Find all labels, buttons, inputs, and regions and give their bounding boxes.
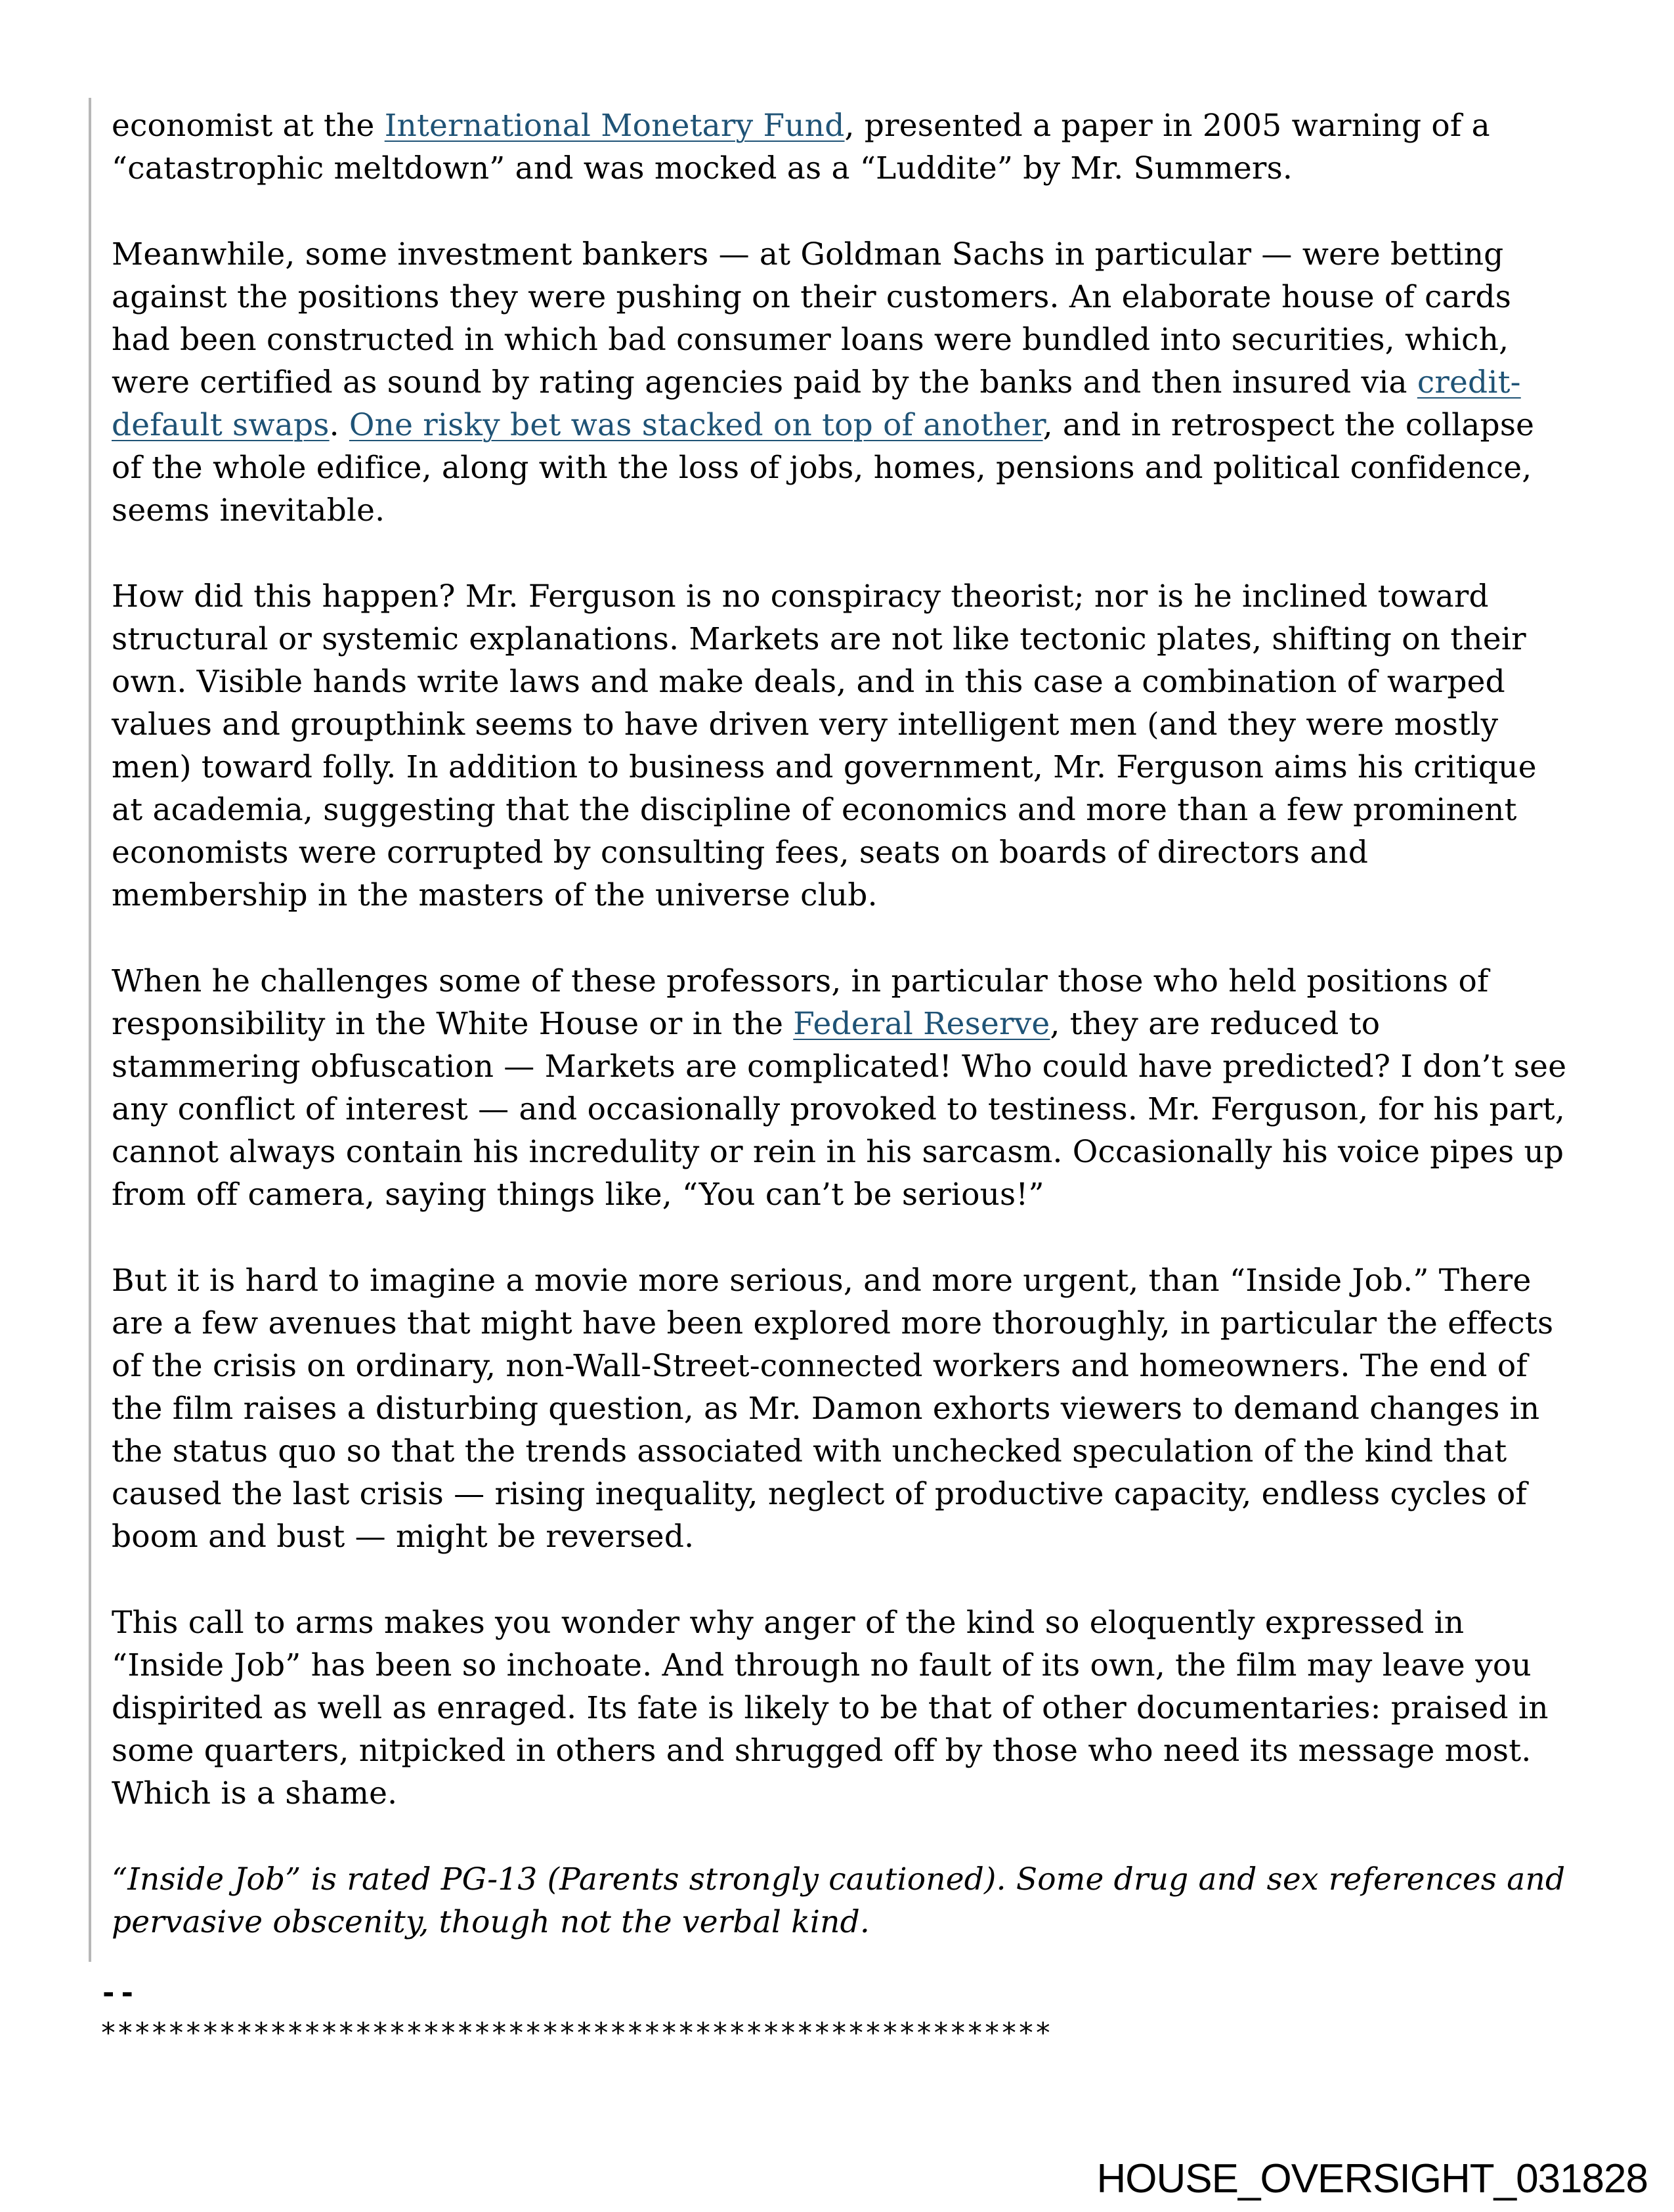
- article-paragraphs: [112, 104, 1572, 1943]
- paragraph: [112, 233, 1572, 532]
- text-run: , and in retrospect the collapse of the whole edifice, along with the loss of jobs, homes, pensions and political confidence, seems inevitable.: [112, 407, 1535, 529]
- email-signature-separator: [100, 1978, 1052, 2050]
- text-run: economist at the: [112, 108, 385, 144]
- text-run: Meanwhile, some investment bankers — at Goldman Sachs in particular — were betting against the positions they were pushing on their customers. An elaborate house of cards had been constructed in which bad consumer loans were bundled into securities, which, were certified as sound by rating agencies paid by the banks and then insured via: [112, 236, 1512, 401]
- text-run: .: [329, 407, 349, 443]
- paragraph: [112, 960, 1572, 1216]
- bates-number: HOUSE_OVERSIGHT_031828: [1096, 2156, 1648, 2201]
- link-one-risky-bet[interactable]: One risky bet was stacked on top of another: [349, 407, 1043, 443]
- paragraph: [112, 575, 1572, 917]
- paragraph: [112, 1858, 1572, 1943]
- text-run: But it is hard to imagine a movie more serious, and more urgent, than “Inside Job.” There are a few avenues that might have been explored more thoroughly, in particular the effects of the crisis on ordinary, non-Wall-Street-connected workers and homeowners. The end of the film raises a disturbing question, as Mr. Damon exhorts viewers to demand changes in the status quo so that the trends associated with unchecked speculation of the kind that caused the last crisis — rising inequality, neglect of productive capacity, endless cycles of boom and bust — might be reversed.: [112, 1263, 1554, 1555]
- text-run: This call to arms makes you wonder why anger of the kind so eloquently expressed in “Inside Job” has been so inchoate. And through no fault of its own, the film may leave you dispirited as well as enraged. Its fate is likely to be that of other documentaries: praised in some quarters, nitpicked in others and shrugged off by those who need its message most. Which is a shame.: [112, 1605, 1549, 1811]
- paragraph: [112, 104, 1572, 190]
- signature-dashes: --: [100, 1976, 137, 2010]
- paragraph: [112, 1601, 1572, 1815]
- text-run: “Inside Job” is rated PG-13 (Parents strongly cautioned). Some drug and sex references and pervasive obscenity, though not the verbal kind.: [112, 1861, 1566, 1940]
- link-federal-reserve[interactable]: Federal Reserve: [793, 1006, 1050, 1042]
- text-run: , they are reduced to stammering obfuscation — Markets are complicated! Who could have predicted? I don’t see any conflict of interest — and occasionally provoked to testiness. Mr. Ferguson, for his part, cannot always contain his incredulity or rein in his sarcasm. Occasionally his voice pipes up from off camera, saying things like, “You can’t be serious!”: [112, 1006, 1567, 1213]
- text-run: , presented a paper in 2005 warning of a “catastrophic meltdown” and was mocked as a “Luddite” by Mr. Summers.: [112, 108, 1490, 186]
- link-international-monetary-fund[interactable]: International Monetary Fund: [384, 108, 845, 144]
- text-run: How did this happen? Mr. Ferguson is no conspiracy theorist; nor is he inclined toward structural or systemic explanations. Markets are not like tectonic plates, shifting on their own. Visible hands write laws and make deals, and in this case a combination of warped values and groupthink seems to have driven very intelligent men (and they were mostly men) toward folly. In addition to business and government, Mr. Ferguson aims his critique at academia, suggesting that the discipline of economics and more than a few prominent economists were corrupted by consulting fees, seats on boards of directors and membership in the masters of the universe club.: [112, 578, 1537, 913]
- text-run: When he challenges some of these professors, in particular those who held positions of responsibility in the White House or in the: [112, 963, 1489, 1042]
- quoted-article: [89, 98, 1572, 1962]
- paragraph: [112, 1259, 1572, 1558]
- link-credit-default-swaps[interactable]: credit-default swaps: [112, 364, 1521, 443]
- signature-asterisk-line: ********************************************************: [100, 2017, 1052, 2050]
